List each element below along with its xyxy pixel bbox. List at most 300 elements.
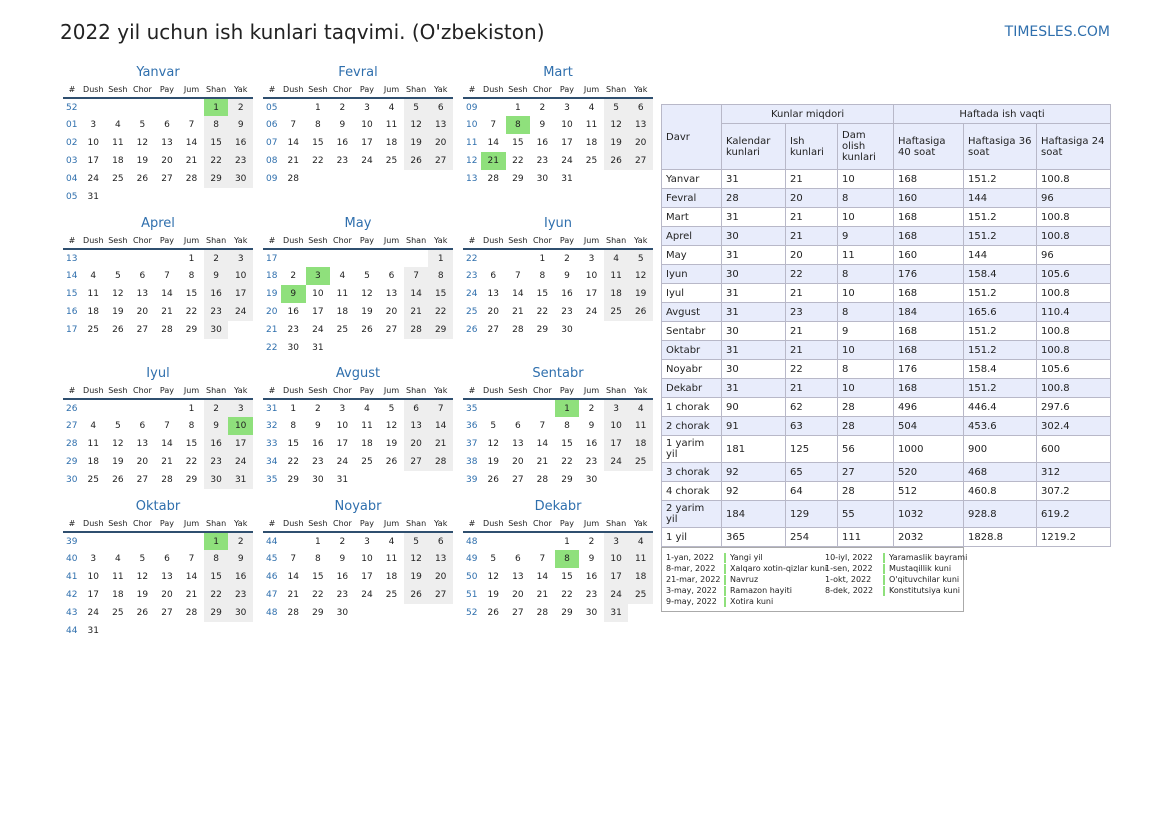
site-link[interactable]: TIMESLES.COM	[1004, 24, 1110, 40]
value-cell: 460.8	[964, 482, 1037, 501]
day-cell: 28	[428, 453, 453, 471]
week-number: 34	[266, 457, 278, 467]
day-cell: 24	[585, 307, 598, 317]
month-table	[463, 233, 653, 339]
day-cell: 4	[339, 271, 346, 281]
day-cell: 6	[139, 421, 146, 431]
table-row	[662, 303, 1111, 322]
day-cell	[428, 471, 453, 489]
weekday-header: Chor	[130, 516, 155, 532]
day-cell: 26	[385, 457, 398, 467]
weekday-header: Shan	[604, 233, 629, 249]
weekday-header: #	[263, 233, 281, 249]
value-cell: 1828.8	[964, 528, 1037, 547]
week-row	[63, 267, 253, 285]
day-cell: 27	[487, 325, 499, 335]
holiday-marker	[724, 553, 726, 563]
day-cell: 5	[139, 554, 146, 564]
day-cell: 2	[564, 253, 570, 264]
day-cell	[228, 321, 253, 339]
day-cell: 17	[604, 568, 629, 586]
value-cell: 100.8	[1037, 284, 1111, 303]
weekday-header: Sesh	[306, 82, 331, 98]
holiday-marker	[883, 553, 885, 563]
value-cell: 151.2	[964, 208, 1037, 227]
day-cell	[628, 321, 653, 339]
day-cell: 31	[312, 343, 324, 353]
day-cell: 12	[487, 572, 499, 582]
month-name: Dekabr	[534, 499, 582, 514]
day-cell: 25	[87, 325, 99, 335]
legend-date: 9-may, 2022	[666, 597, 717, 606]
day-cell: 20	[487, 307, 499, 317]
day-cell: 29	[512, 174, 524, 184]
week-number: 22	[266, 343, 278, 353]
day-cell: 1	[204, 532, 229, 550]
day-cell	[628, 604, 653, 622]
day-cell: 27	[385, 325, 398, 335]
value-cell: 30	[722, 265, 786, 284]
day-cell: 28	[536, 608, 549, 618]
weekday-header: Sesh	[106, 516, 131, 532]
day-cell	[579, 170, 604, 188]
day-cell: 3	[364, 536, 370, 547]
month-name: Avgust	[335, 366, 381, 381]
day-cell	[179, 188, 204, 206]
day-cell	[106, 188, 131, 206]
day-cell: 16	[536, 138, 549, 148]
value-cell: 92	[722, 463, 786, 482]
day-cell: 15	[312, 572, 324, 582]
month-calendar	[463, 64, 653, 188]
day-cell: 18	[628, 568, 653, 586]
month-name: Noyabr	[334, 499, 382, 514]
value-cell: 100.8	[1037, 170, 1111, 189]
day-cell: 7	[290, 120, 297, 130]
weekday-header: #	[63, 82, 81, 98]
value-cell: 168	[894, 341, 964, 360]
week-number: 05	[66, 192, 78, 202]
legend-item	[666, 564, 827, 575]
day-cell: 27	[161, 174, 173, 184]
value-cell: 1032	[894, 501, 964, 528]
day-cell	[481, 249, 506, 267]
day-cell: 21	[536, 590, 549, 600]
day-cell: 8	[204, 550, 229, 568]
day-cell: 4	[388, 102, 395, 113]
week-number: 40	[66, 554, 78, 564]
value-cell: 181	[722, 436, 786, 463]
day-cell: 10	[228, 417, 253, 435]
value-cell: 62	[786, 398, 838, 417]
day-cell: 4	[364, 403, 370, 414]
month-calendar	[263, 365, 453, 489]
day-cell: 19	[136, 590, 149, 600]
week-number: 12	[466, 156, 478, 166]
day-cell: 24	[361, 156, 373, 166]
day-cell: 7	[164, 421, 170, 431]
day-cell: 26	[487, 608, 499, 618]
weekday-header: Shan	[404, 82, 429, 98]
weekday-header: Jum	[579, 516, 604, 532]
period-cell: Fevral	[662, 189, 722, 208]
day-cell: 30	[585, 475, 598, 485]
period-cell: 4 chorak	[662, 482, 722, 501]
value-cell: 28	[722, 189, 786, 208]
week-number: 49	[466, 554, 478, 564]
day-cell: 25	[385, 590, 398, 600]
legend-date: 1-yan, 2022	[666, 553, 714, 562]
day-cell: 11	[87, 289, 99, 299]
week-row	[63, 303, 253, 321]
weekday-header: Yak	[228, 383, 253, 399]
day-cell: 2	[588, 403, 595, 414]
value-cell: 365	[722, 528, 786, 547]
value-cell: 65	[786, 463, 838, 482]
weekday-header: #	[463, 233, 481, 249]
day-cell: 10	[336, 421, 349, 431]
day-cell: 31	[228, 471, 253, 489]
weekday-header: Pay	[555, 233, 580, 249]
value-cell: 151.2	[964, 322, 1037, 341]
value-cell: 27	[838, 463, 894, 482]
day-cell	[106, 249, 131, 267]
day-cell: 3	[564, 102, 570, 113]
day-cell: 29	[204, 604, 229, 622]
day-cell: 12	[487, 439, 499, 449]
day-cell: 9	[339, 554, 346, 564]
week-number: 26	[466, 325, 478, 335]
value-cell: 151.2	[964, 284, 1037, 303]
month-name: Aprel	[141, 216, 175, 231]
week-row	[63, 321, 253, 339]
day-cell: 12	[404, 116, 429, 134]
day-cell: 10	[585, 271, 598, 281]
weekday-header: Sesh	[106, 82, 131, 98]
weekday-header: Pay	[355, 233, 380, 249]
weekday-header: Pay	[155, 233, 180, 249]
day-cell: 19	[112, 307, 124, 317]
week-number: 48	[266, 608, 278, 618]
weekday-header: Shan	[404, 383, 429, 399]
week-number: 30	[66, 475, 78, 485]
value-cell: 1219.2	[1037, 528, 1111, 547]
month-name: Iyul	[146, 366, 170, 381]
day-cell	[155, 399, 180, 417]
value-cell: 8	[838, 265, 894, 284]
week-number: 44	[266, 536, 278, 547]
day-cell: 2	[588, 536, 595, 547]
value-cell: 22	[786, 265, 838, 284]
day-cell	[281, 532, 306, 550]
day-cell: 28	[287, 174, 299, 184]
weekday-header: Yak	[428, 383, 453, 399]
day-cell: 17	[87, 590, 99, 600]
sub-header: Haftasiga 24 soat	[1037, 124, 1111, 170]
weekday-header: Pay	[355, 516, 380, 532]
day-cell: 16	[204, 435, 229, 453]
week-number: 29	[66, 457, 78, 467]
day-cell: 1	[188, 253, 195, 264]
day-cell: 1	[290, 403, 297, 414]
weekday-header: Shan	[404, 516, 429, 532]
week-row	[63, 399, 253, 417]
day-cell: 4	[90, 421, 97, 431]
day-cell: 4	[114, 554, 121, 564]
day-cell: 7	[539, 421, 546, 431]
weekday-header: Chor	[330, 82, 355, 98]
week-row	[263, 303, 453, 321]
day-cell: 5	[114, 271, 121, 281]
value-cell: 504	[894, 417, 964, 436]
table-row	[662, 208, 1111, 227]
month-name: Yanvar	[136, 65, 180, 80]
value-cell: 23	[786, 303, 838, 322]
day-cell: 7	[490, 120, 497, 130]
day-cell	[530, 399, 555, 417]
legend-item	[666, 575, 827, 586]
day-cell	[355, 249, 380, 267]
week-row	[63, 188, 253, 206]
weekday-header: Jum	[379, 383, 404, 399]
day-cell	[281, 249, 306, 267]
day-cell: 18	[604, 285, 629, 303]
weekday-header: #	[463, 383, 481, 399]
value-cell: 176	[894, 360, 964, 379]
day-cell: 13	[628, 116, 653, 134]
day-cell: 5	[490, 554, 497, 564]
weekday-header: Pay	[555, 383, 580, 399]
day-cell: 3	[364, 102, 370, 113]
week-row	[263, 586, 453, 604]
week-row	[63, 586, 253, 604]
day-cell: 13	[428, 116, 453, 134]
legend-holiday-name: Ramazon hayiti	[730, 586, 792, 595]
week-number: 19	[266, 289, 278, 299]
value-cell: 512	[894, 482, 964, 501]
day-cell: 11	[385, 554, 398, 564]
weekday-header: Chor	[530, 233, 555, 249]
week-row	[463, 568, 653, 586]
month-calendar	[463, 498, 653, 622]
day-cell: 3	[228, 399, 253, 417]
value-cell: 168	[894, 208, 964, 227]
value-cell: 8	[838, 360, 894, 379]
value-cell: 900	[964, 436, 1037, 463]
day-cell: 29	[561, 608, 573, 618]
week-number: 17	[266, 253, 278, 264]
day-cell: 10	[604, 417, 629, 435]
week-row	[263, 116, 453, 134]
value-cell: 307.2	[1037, 482, 1111, 501]
day-cell: 10	[87, 572, 99, 582]
week-row	[63, 622, 253, 640]
week-number: 15	[66, 289, 78, 299]
day-cell: 8	[314, 120, 321, 130]
value-cell: 21	[786, 284, 838, 303]
day-cell: 13	[404, 417, 429, 435]
value-cell: 151.2	[964, 341, 1037, 360]
day-cell: 14	[185, 138, 198, 148]
period-cell: May	[662, 246, 722, 265]
day-cell: 24	[604, 453, 629, 471]
day-cell: 18	[112, 590, 124, 600]
day-cell: 14	[161, 289, 173, 299]
week-number: 18	[266, 271, 278, 281]
week-number: 36	[466, 421, 478, 431]
legend-item	[825, 553, 967, 564]
weekday-header: Dush	[81, 516, 106, 532]
week-number: 05	[266, 102, 278, 113]
day-cell: 14	[287, 572, 299, 582]
value-cell: 520	[894, 463, 964, 482]
week-number: 23	[466, 271, 478, 281]
week-row	[463, 116, 653, 134]
day-cell: 11	[361, 421, 373, 431]
day-cell: 26	[404, 586, 429, 604]
weekday-header: Chor	[530, 383, 555, 399]
day-cell	[404, 339, 429, 357]
day-cell: 22	[287, 457, 299, 467]
period-cell: 1 yil	[662, 528, 722, 547]
day-cell	[506, 249, 531, 267]
week-row	[63, 568, 253, 586]
day-cell	[330, 339, 355, 357]
day-cell: 9	[564, 271, 570, 281]
day-cell	[379, 339, 404, 357]
weekday-header: Pay	[155, 82, 180, 98]
weekday-header: Dush	[481, 516, 506, 532]
week-row	[263, 170, 453, 188]
weekday-header: Shan	[604, 383, 629, 399]
day-cell: 7	[428, 399, 453, 417]
day-cell: 18	[112, 156, 124, 166]
day-cell: 11	[385, 120, 398, 130]
day-cell: 17	[336, 439, 349, 449]
day-cell: 28	[185, 174, 198, 184]
value-cell: 312	[1037, 463, 1111, 482]
day-cell	[179, 98, 204, 116]
day-cell: 29	[287, 475, 299, 485]
day-cell: 25	[336, 325, 349, 335]
day-cell: 9	[588, 421, 595, 431]
weekday-header: Dush	[481, 82, 506, 98]
day-cell: 24	[336, 457, 349, 467]
day-cell: 24	[312, 325, 324, 335]
week-row	[463, 532, 653, 550]
weekday-header: Pay	[355, 82, 380, 98]
value-cell: 9	[838, 322, 894, 341]
day-cell: 13	[385, 289, 398, 299]
weekday-header: Yak	[228, 82, 253, 98]
day-cell	[130, 532, 155, 550]
week-number: 16	[66, 307, 78, 317]
day-cell: 22	[512, 156, 524, 166]
day-cell: 22	[185, 457, 198, 467]
week-number: 06	[266, 120, 278, 130]
day-cell: 12	[628, 267, 653, 285]
day-cell: 8	[506, 116, 531, 134]
day-cell: 1	[555, 399, 580, 417]
day-cell: 26	[604, 152, 629, 170]
period-cell: Avgust	[662, 303, 722, 322]
week-row	[263, 152, 453, 170]
day-cell: 25	[628, 586, 653, 604]
legend-item	[666, 586, 827, 597]
day-cell: 6	[628, 98, 653, 116]
day-cell: 25	[361, 457, 373, 467]
day-cell	[330, 170, 355, 188]
day-cell: 6	[164, 554, 170, 564]
week-number: 35	[266, 475, 278, 485]
day-cell: 12	[385, 421, 398, 431]
weekday-header: Sesh	[306, 516, 331, 532]
day-cell: 25	[585, 156, 598, 166]
day-cell: 16	[336, 138, 349, 148]
weekday-header: Chor	[130, 233, 155, 249]
value-cell: 158.4	[964, 265, 1037, 284]
value-cell: 9	[838, 227, 894, 246]
week-number: 44	[66, 626, 78, 636]
week-row	[263, 417, 453, 435]
value-cell: 100.8	[1037, 379, 1111, 398]
week-number: 04	[66, 174, 78, 184]
day-cell	[106, 399, 131, 417]
day-cell: 27	[136, 325, 149, 335]
day-cell: 5	[604, 98, 629, 116]
day-cell: 20	[512, 457, 524, 467]
day-cell: 2	[539, 102, 546, 113]
day-cell: 8	[188, 271, 195, 281]
day-cell: 15	[185, 289, 198, 299]
month-calendar	[63, 64, 253, 206]
week-number: 42	[66, 590, 78, 600]
value-cell: 28	[838, 482, 894, 501]
value-cell: 21	[786, 341, 838, 360]
weekday-header: Sesh	[506, 383, 531, 399]
day-cell: 25	[87, 475, 99, 485]
week-number: 20	[266, 307, 278, 317]
value-cell: 619.2	[1037, 501, 1111, 528]
weekday-header: Dush	[281, 82, 306, 98]
week-row	[463, 170, 653, 188]
day-cell: 7	[290, 554, 297, 564]
day-cell	[404, 170, 429, 188]
weekday-header: Dush	[481, 233, 506, 249]
day-cell: 11	[87, 439, 99, 449]
weekday-header: Shan	[204, 82, 229, 98]
value-cell: 151.2	[964, 170, 1037, 189]
week-row	[263, 568, 453, 586]
value-cell: 21	[786, 322, 838, 341]
value-cell: 100.8	[1037, 341, 1111, 360]
day-cell	[379, 471, 404, 489]
weekday-header: Dush	[481, 383, 506, 399]
day-cell	[330, 249, 355, 267]
day-cell: 26	[404, 152, 429, 170]
legend-date: 1-sen, 2022	[825, 564, 873, 573]
day-cell: 14	[487, 138, 499, 148]
week-number: 45	[266, 554, 278, 564]
week-row	[263, 550, 453, 568]
day-cell: 11	[604, 267, 629, 285]
day-cell	[530, 532, 555, 550]
day-cell: 17	[361, 572, 373, 582]
day-cell: 23	[336, 590, 349, 600]
value-cell: 168	[894, 284, 964, 303]
day-cell	[155, 249, 180, 267]
day-cell: 21	[428, 435, 453, 453]
